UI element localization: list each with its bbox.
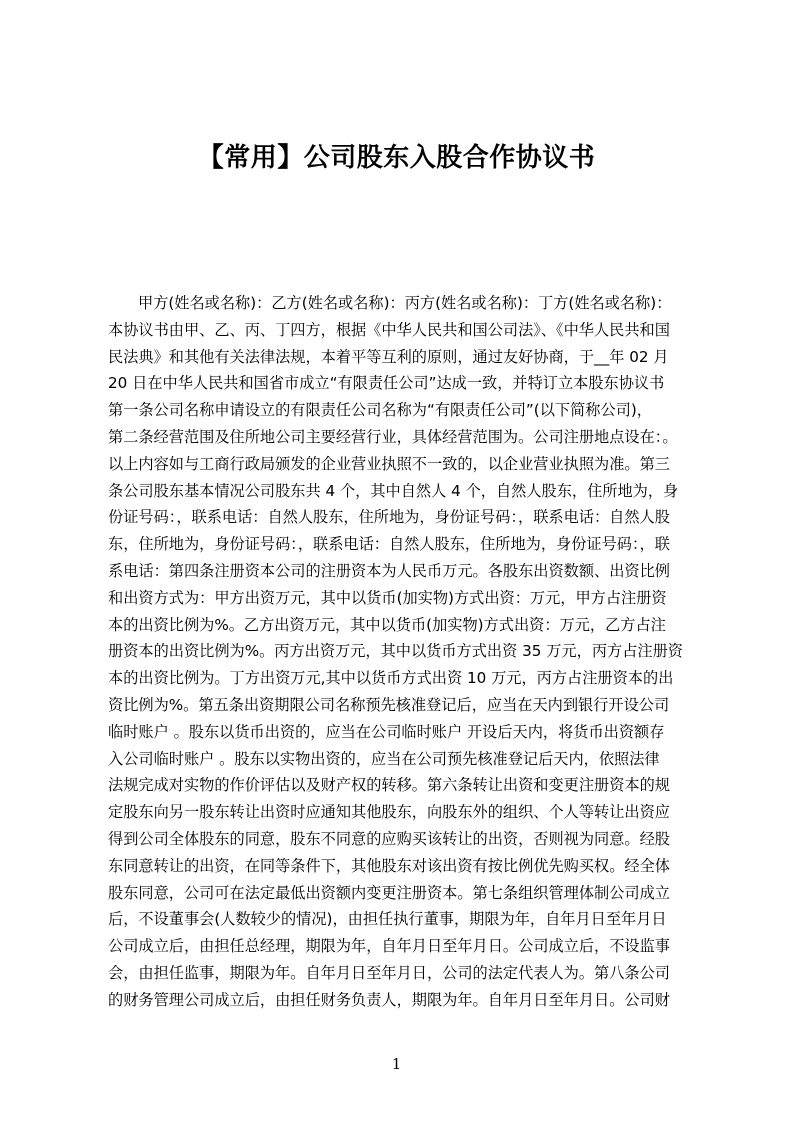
body-line: 临时账户 。股东以货币出资的，应当在公司临时账户 开设后天内，将货币出资额存 <box>108 722 665 741</box>
body-line: 得到公司全体股东的同意，股东不同意的应购买该转让的出资，否则视为同意。经股 <box>108 829 670 848</box>
body-line: 东，住所地为，身份证号码：，联系电话：自然人股东，住所地为，身份证号码：，联 <box>108 535 670 554</box>
body-line: 甲方(姓名或名称)：乙方(姓名或名称)：丙方(姓名或名称)：丁方(姓名或名称)： <box>138 294 672 312</box>
body-line: 法规完成对实物的作价评估以及财产权的转移。第六条转让出资和变更注册资本的规 <box>108 776 670 795</box>
body-line: 会，由担任监事，期限为年。自年月日至年月日，公司的法定代表人为。第八条公司 <box>108 963 670 982</box>
body-line: 份证号码：，联系电话：自然人股东，住所地为，身份证号码：，联系电话：自然人股 <box>108 508 670 527</box>
body-line: 条公司股东基本情况公司股东共 4 个，其中自然人 4 个，自然人股东，住所地为，身 <box>108 481 679 500</box>
body-line: 定股东向另一股东转让出资时应通知其他股东，向股东外的组织、个人等转让出资应 <box>108 803 670 822</box>
body-line: 东同意转让的出资，在同等条件下，其他股东对该出资有按比例优先购买权。经全体 <box>108 856 670 875</box>
document-body <box>108 290 700 1014</box>
body-line: 系电话：第四条注册资本公司的注册资本为人民币万元。各股东出资数额、出资比例 <box>108 561 670 580</box>
body-line: 入公司临时账户 。股东以实物出资的，应当在公司预先核准登记后天内，依照法律 <box>108 749 660 768</box>
body-line: 和出资方式为：甲方出资万元，其中以货币(加实物)方式出资：万元，甲方占注册资 <box>108 588 667 607</box>
body-line: 第二条经营范围及住所地公司主要经营行业，具体经营范围为。公司注册地点设在：。 <box>108 427 678 446</box>
body-line: 本的出资比例为。丁方出资万元,其中以货币方式出资 10 万元，丙方占注册资本的出 <box>108 669 674 688</box>
body-line: 公司成立后，由担任总经理，期限为年，自年月日至年月日。公司成立后，不设监事 <box>108 937 670 956</box>
body-line: 资比例为%。第五条出资期限公司名称预先核准登记后，应当在天内到银行开设公司 <box>108 695 670 714</box>
body-line: 第一条公司名称申请设立的有限责任公司名称为“有限责任公司”(以下简称公司)， <box>108 401 652 420</box>
body-line: 以上内容如与工商行政局颁发的企业营业执照不一致的，以企业营业执照为准。第三 <box>108 454 670 473</box>
body-line: 后，不设董事会(人数较少的情况)，由担任执行董事，期限为年，自年月日至年月日 <box>108 910 667 929</box>
body-line: 20 日在中华人民共和国省市成立“有限责任公司”达成一致，并特订立本股东协议书 <box>108 374 665 393</box>
body-line: 册资本的出资比例为%。丙方出资万元，其中以货币方式出资 35 万元，丙方占注册资 <box>108 642 683 661</box>
body-line: 股东同意，公司可在法定最低出资额内变更注册资本。第七条组织管理体制公司成立 <box>108 883 670 902</box>
page-number: 1 <box>391 1055 402 1073</box>
body-line: 本的出资比例为%。乙方出资万元，其中以货币(加实物)方式出资：万元，乙方占注 <box>108 615 666 634</box>
body-line: 民法典》和其他有关法律法规，本着平等互利的原则，通过友好协商，于__年 02 月 <box>108 347 669 366</box>
document-title: 【常用】公司股东入股合作协议书 <box>197 143 596 173</box>
body-line: 本协议书由甲、乙、丙、丁四方，根据《中华人民共和国公司法》、《中华人民共和国 <box>108 320 670 339</box>
body-line: 的财务管理公司成立后，由担任财务负责人，期限为年。自年月日至年月日。公司财 <box>108 990 670 1009</box>
